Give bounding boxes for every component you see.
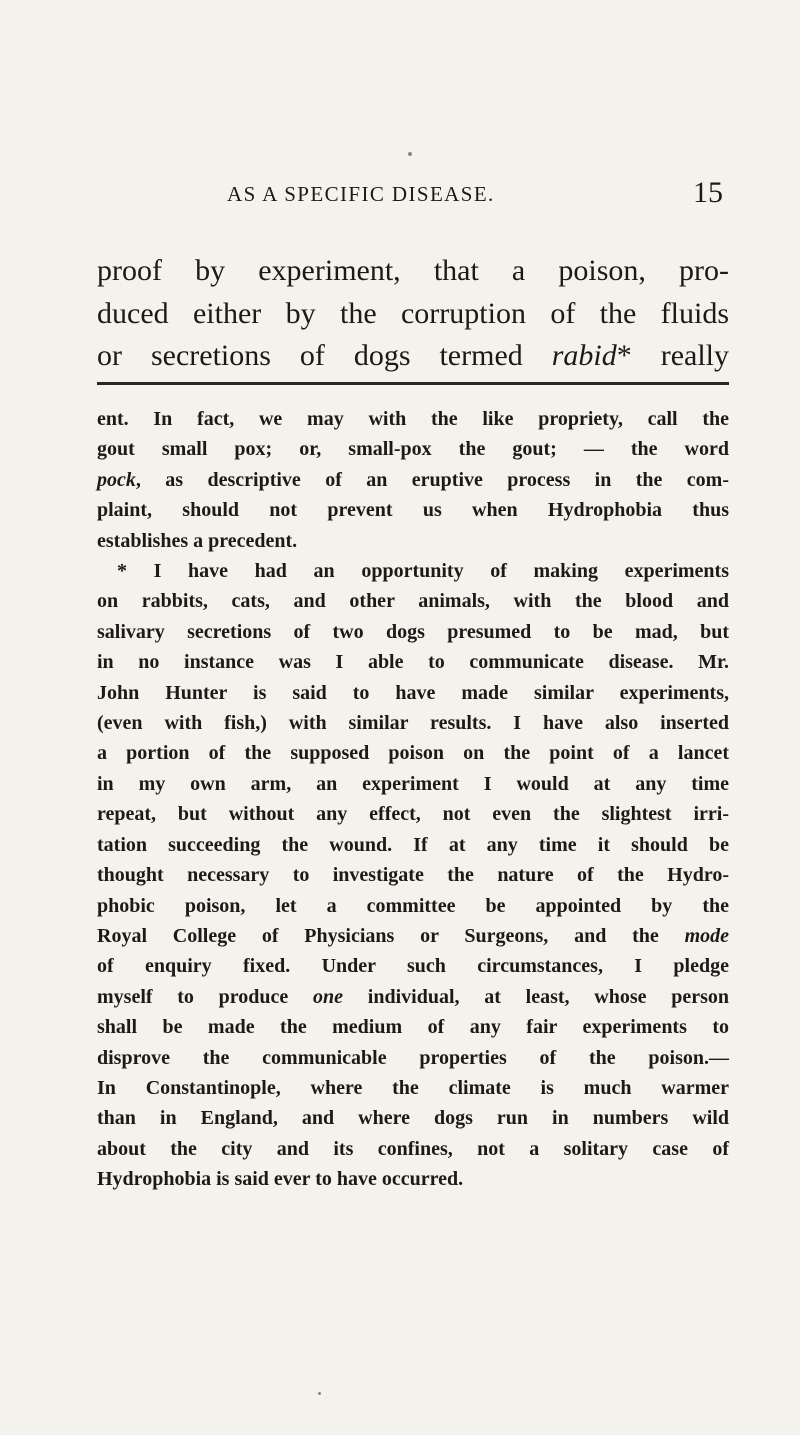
footnote-line: thought necessary to investigate the nature of the Hydro- — [97, 864, 729, 887]
footnote-line — [97, 982, 729, 1012]
footnote-line: shall be made the medium of any fair experiments to — [97, 1016, 729, 1039]
footnote-line: salivary secretions of two dogs presumed to be mad, but — [97, 620, 729, 643]
italic-word-pock: pock — [97, 468, 136, 491]
footnote-line: about the city and its confines, not a solitary case of — [97, 1137, 729, 1160]
main-line-text: or secretions of dogs termed — [97, 339, 552, 372]
footnote-line: In Constantinople, where the climate is much warmer — [97, 1076, 729, 1099]
footnote-line: tation succeeding the wound. If at any time it should be — [97, 833, 729, 856]
italic-word-rabid: rabid — [551, 339, 617, 372]
footnote-line-text: Royal College of Physicians or Surgeons, and the — [97, 924, 685, 947]
footnote-line: disprove the communicable properties of the poison.— — [97, 1046, 729, 1069]
footnote-line: John Hunter is said to have made similar experiments, — [97, 681, 729, 704]
footnote-line: in my own arm, an experiment I would at any time — [97, 772, 729, 795]
footnote-line-text: , as descriptive of an eruptive process in the com- — [135, 468, 729, 491]
main-text — [97, 250, 729, 378]
footnote-line: repeat, but without any effect, not even the slightest irri- — [97, 803, 729, 826]
running-title: AS A SPECIFIC DISEASE. — [227, 182, 495, 206]
footnote-line: Hydrophobia is said ever to have occurred. — [97, 1168, 464, 1191]
footnote-line: phobic poison, let a committee be appointed by the — [97, 894, 729, 917]
footnote-line: of enquiry fixed. Under such circumstances, I pledge — [97, 955, 729, 978]
footnote-line — [97, 921, 729, 951]
italic-word-mode: mode — [684, 924, 729, 947]
footnote-line: (even with fish,) with similar results. I have also inserted — [97, 712, 729, 735]
footnotes — [97, 404, 729, 1195]
footnote-line: plaint, should not prevent us when Hydrophobia thus — [97, 499, 729, 522]
footnote-line: in no instance was I able to communicate disease. Mr. — [97, 651, 729, 674]
main-line: proof by experiment, that a poison, pro- — [97, 254, 729, 287]
ink-speck — [408, 152, 412, 156]
main-line-text: * really — [616, 339, 730, 372]
page-number: 15 — [693, 176, 723, 209]
italic-word-one: one — [313, 985, 344, 1008]
footnote-line: gout small pox; or, small-pox the gout; — the word — [97, 438, 729, 461]
footnote-line: establishes a precedent. — [97, 529, 298, 552]
footnote-line: on rabbits, cats, and other animals, with the blood and — [97, 590, 729, 613]
main-line: duced either by the corruption of the fluids — [97, 296, 729, 330]
footnote-line: ent. In fact, we may with the like propriety, call the — [97, 408, 729, 430]
footnote-line: a portion of the supposed poison on the point of a lancet — [97, 742, 729, 765]
footnote-rule — [97, 382, 729, 385]
footnote-line: than in England, and where dogs run in numbers wild — [97, 1107, 729, 1130]
footnote-line-text: individual, at least, whose person — [343, 985, 729, 1008]
running-head — [97, 176, 729, 216]
footnote-line-text: myself to produce — [97, 985, 314, 1008]
ink-speck — [318, 1392, 321, 1395]
footnote-line — [97, 465, 729, 495]
main-line — [97, 335, 729, 378]
footnote-line: * I have had an opportunity of making experiments — [117, 560, 729, 583]
